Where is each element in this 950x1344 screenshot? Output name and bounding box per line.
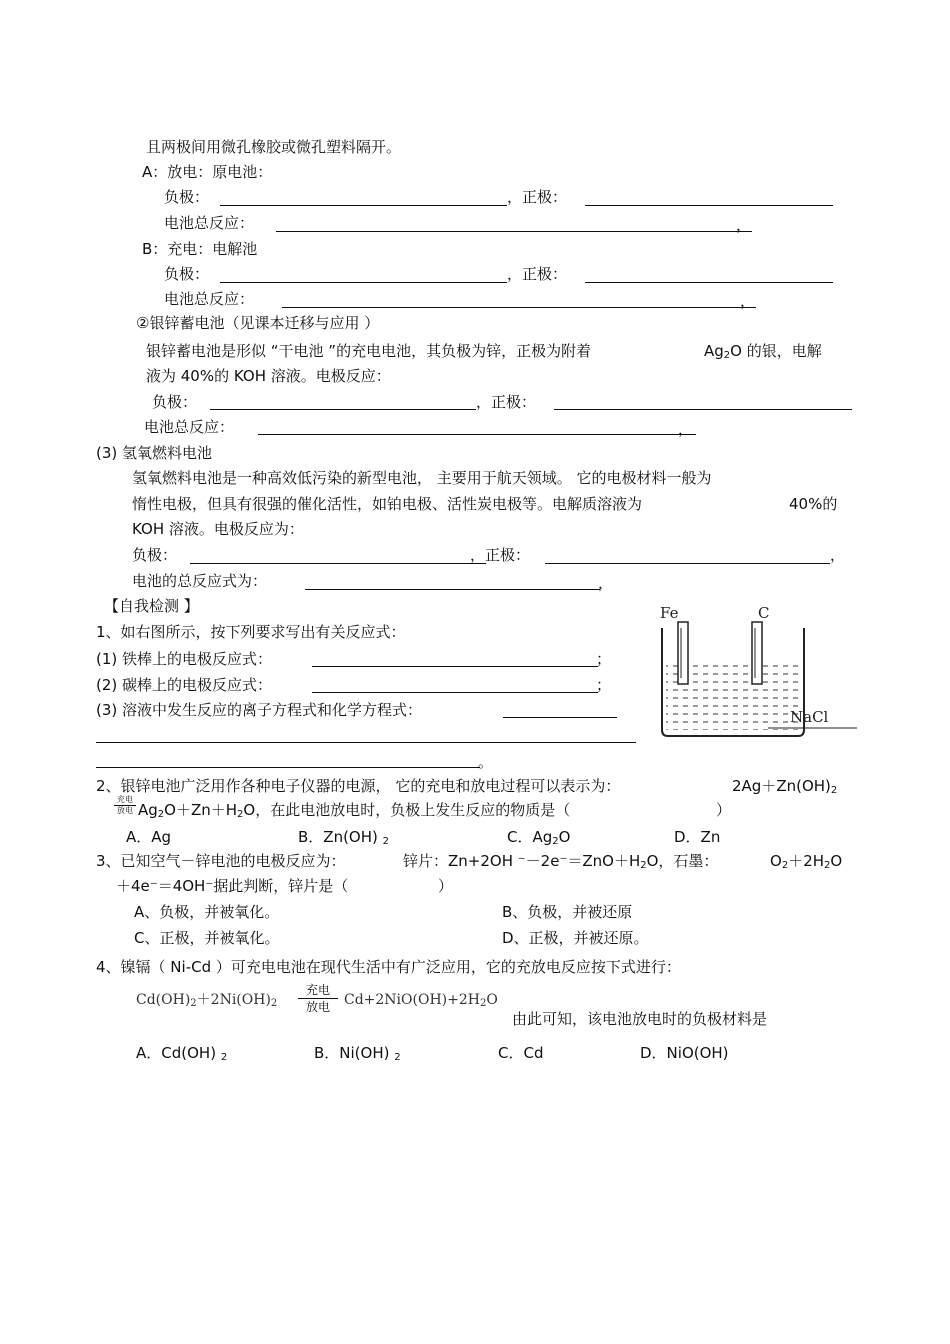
nacl-label: NaCl	[790, 708, 829, 726]
selfcheck-title: 【自我检测 】	[104, 597, 199, 615]
q1c-period: 。	[478, 753, 494, 771]
hydrogen-line2: 惰性电极，但具有很强的催化活性，如铂电极、活性炭电极等。电解质溶液为	[132, 495, 643, 513]
q4-tail: 由此可知，该电池放电时的负极材料是	[512, 1010, 768, 1028]
q4-reaction-arrow: 充电 放电	[298, 983, 338, 1014]
q2-line1: 2、银锌电池广泛用作各种电子仪器的电源， 它的充电和放电过程可以表示为：	[96, 777, 621, 795]
q2-option-c[interactable]: C．$Ag_2O$	[507, 828, 571, 847]
q3-option-d[interactable]: D、正极，并被还原。	[502, 929, 649, 947]
q1a-label: (1) 铁棒上的电极反应式：	[96, 650, 273, 668]
q2-reaction-arrow: 充电 放电	[114, 796, 136, 815]
q1b-blank[interactable]	[312, 692, 598, 693]
section-b-pos-blank[interactable]	[585, 282, 833, 283]
section-a-neg-blank[interactable]	[220, 205, 507, 206]
q1c-blank-2[interactable]	[96, 742, 636, 743]
q3-option-c[interactable]: C、正极，并被氧化。	[134, 929, 280, 947]
silver-title: ②银锌蓄电池（见课本迁移与应用 ）	[136, 314, 380, 332]
section-b-total-label: 电池总反应：	[164, 290, 255, 308]
q1a-blank[interactable]	[312, 666, 598, 667]
q4-option-a[interactable]: A．Cd(OH) $_2$	[136, 1044, 228, 1063]
hydrogen-line3: KOH 溶液。电极反应为：	[132, 520, 304, 538]
section-a-title: A：放电：原电池：	[142, 163, 273, 181]
section-b-neg-label: 负极：	[164, 265, 210, 283]
q4-option-d[interactable]: D．NiO(OH)	[640, 1044, 729, 1062]
q3-paren-close: ）	[438, 877, 454, 895]
q2-line2: $Ag_2O+Zn+H_2O$，在此电池放电时，负极上发生反应的物质是（	[138, 801, 571, 820]
q4-line1: 4、镍镉（ Ni-Cd ）可充电电池在现代生活中有广泛应用，它的充放电反应按下式进行：	[96, 958, 681, 976]
q4-equation-right: $Cd+2NiO(OH)+2H_2O$	[344, 992, 498, 1009]
section-a-total-label: 电池总反应：	[164, 214, 255, 232]
hydrogen-pos-blank[interactable]	[545, 563, 830, 564]
q2-line1-formula: $2Ag+Zn(OH)_2$	[732, 777, 838, 796]
hydrogen-title: (3) 氢氧燃料电池	[96, 444, 213, 462]
silver-neg-blank[interactable]	[210, 409, 476, 410]
q1-text: 1、如右图所示，按下列要求写出有关反应式：	[96, 623, 406, 641]
silver-neg-label: 负极：	[152, 393, 198, 411]
section-a-total-blank[interactable]	[276, 231, 752, 232]
q1c-blank-3[interactable]	[96, 767, 480, 768]
q2-option-d[interactable]: D．Zn	[674, 828, 721, 846]
section-a-pos-label: ，正极：	[507, 188, 568, 206]
q2-paren-close: ）	[716, 801, 732, 819]
silver-line1-ag2o: $Ag_2O$ 的银，电解	[704, 342, 822, 361]
q1b-label: (2) 碳棒上的电极反应式：	[96, 676, 273, 694]
silver-total-label: 电池总反应：	[144, 418, 235, 436]
section-b-end: ，	[740, 292, 756, 310]
q2-option-a[interactable]: A．Ag	[126, 828, 172, 846]
q4-option-c[interactable]: C．Cd	[498, 1044, 544, 1062]
hydrogen-neg-label: 负极：	[132, 546, 178, 564]
hydrogen-end: ，	[598, 574, 614, 592]
q4-equation-left: $Cd(OH)_2+2Ni(OH)_2$	[136, 992, 278, 1009]
silver-pos-blank[interactable]	[554, 409, 852, 410]
q1a-semi: ；	[596, 650, 612, 668]
q3-option-b[interactable]: B、负极，并被还原	[502, 903, 633, 921]
fe-electrode	[678, 622, 688, 684]
section-a-pos-blank[interactable]	[585, 205, 833, 206]
section-b-total-blank[interactable]	[282, 307, 756, 308]
silver-end: ，	[678, 420, 694, 438]
q1c-label: (3) 溶液中发生反应的离子方程式和化学方程式：	[96, 701, 423, 719]
intro-text: 且两极间用微孔橡胶或微孔塑料隔开。	[146, 138, 402, 156]
q3-line2: ＋4e⁻＝4OH⁻据此判断，锌片是（	[116, 877, 349, 895]
silver-line1: 银锌蓄电池是形似 “干电池 ”的充电电池，其负极为锌，正极为附着	[146, 342, 592, 360]
q4-option-b[interactable]: B．Ni(OH) $_2$	[314, 1044, 401, 1063]
q1c-blank-1[interactable]	[503, 717, 617, 718]
section-b-pos-label: ，正极：	[507, 265, 568, 283]
silver-total-blank[interactable]	[258, 434, 696, 435]
hydrogen-comma: ，	[830, 546, 846, 564]
section-a-end: ，	[736, 216, 752, 234]
hydrogen-neg-blank[interactable]	[190, 563, 486, 564]
hydrogen-line1: 氢氧燃料电池是一种高效低污染的新型电池， 主要用于航天领域。 它的电极材料一般为	[132, 469, 712, 487]
c-label: C	[758, 604, 770, 622]
silver-pos-label: ，正极：	[476, 393, 537, 411]
q3-line1-zinc: 锌片：Zn+2OH $^--2e^-=ZnO+H_2O$，石墨：	[403, 852, 719, 871]
section-b-title: B：充电：电解池	[142, 240, 258, 258]
beaker-diagram	[652, 598, 857, 740]
hydrogen-total-blank[interactable]	[305, 589, 600, 590]
q3-line1: 3、已知空气－锌电池的电极反应为：	[96, 852, 346, 870]
q3-line1-graphite: $O_2+2H_2O$	[770, 852, 843, 871]
silver-line2: 液为 40%的 KOH 溶液。电极反应：	[146, 367, 391, 385]
q1b-semi: ；	[596, 676, 612, 694]
hydrogen-total-label: 电池的总反应式为：	[132, 572, 268, 590]
beaker-figure	[652, 598, 857, 740]
c-electrode	[752, 622, 762, 684]
q2-option-b[interactable]: B．Zn(OH) $_2$	[298, 828, 390, 847]
q3-option-a[interactable]: A、负极，并被氧化。	[134, 903, 280, 921]
hydrogen-line2-end: 40%的	[789, 495, 838, 513]
hydrogen-pos-label: ，正极：	[470, 546, 531, 564]
section-b-neg-blank[interactable]	[220, 282, 507, 283]
section-a-neg-label: 负极：	[164, 188, 210, 206]
fe-label: Fe	[660, 604, 679, 622]
